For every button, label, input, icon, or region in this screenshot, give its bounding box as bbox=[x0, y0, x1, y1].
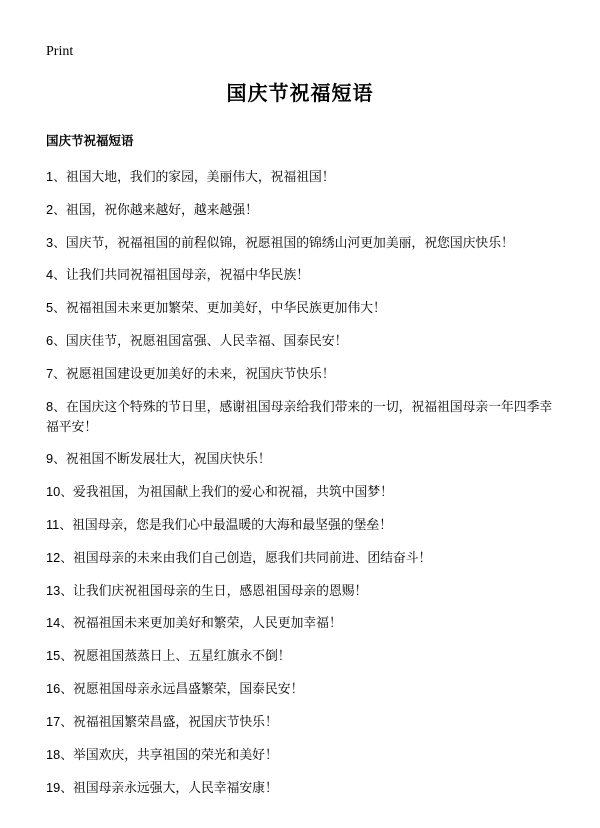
list-item: 14、祝福祖国未来更加美好和繁荣，人民更加幸福！ bbox=[46, 615, 342, 631]
greeting-list bbox=[46, 167, 554, 798]
list-item: 4、让我们共同祝福祖国母亲，祝福中华民族！ bbox=[46, 267, 310, 283]
list-item: 10、爱我祖国，为祖国献上我们的爱心和祝福，共筑中国梦！ bbox=[46, 484, 393, 500]
list-item: 12、祖国母亲的未来由我们自己创造，愿我们共同前进、团结奋斗！ bbox=[46, 549, 432, 565]
list-item: 13、让我们庆祝祖国母亲的生日，感恩祖国母亲的恩赐！ bbox=[46, 582, 368, 598]
list-item: 18、举国欢庆，共享祖国的荣光和美好！ bbox=[46, 746, 278, 762]
list-item: 6、国庆佳节，祝愿祖国富强、人民幸福、国泰民安！ bbox=[46, 333, 348, 349]
list-item: 5、祝福祖国未来更加繁荣、更加美好，中华民族更加伟大！ bbox=[46, 300, 386, 316]
list-item: 3、国庆节，祝福祖国的前程似锦，祝愿祖国的锦绣山河更加美丽，祝您国庆快乐！ bbox=[46, 234, 514, 250]
list-item: 11、祖国母亲，您是我们心中最温暖的大海和最坚强的堡垒！ bbox=[46, 517, 393, 532]
list-item: 9、祝祖国不断发展壮大，祝国庆快乐！ bbox=[46, 451, 271, 467]
page-title: 国庆节祝福短语 bbox=[226, 83, 374, 106]
list-item: 8、在国庆这个特殊的节日里，感谢祖国母亲给我们带来的一切，祝福祖国母亲一年四季幸福平安！ bbox=[46, 398, 553, 434]
list-item: 15、祝愿祖国蒸蒸日上、五星红旗永不倒！ bbox=[46, 648, 291, 664]
list-item: 17、祝福祖国繁荣昌盛，祝国庆节快乐！ bbox=[46, 713, 278, 729]
list-item: 19、祖国母亲永远强大，人民幸福安康！ bbox=[46, 779, 278, 795]
section-heading: 国庆节祝福短语 bbox=[46, 134, 134, 149]
list-item: 7、祝愿祖国建设更加美好的未来，祝国庆节快乐！ bbox=[46, 365, 335, 381]
list-item: 2、祖国，祝你越来越好，越来越强！ bbox=[46, 201, 258, 217]
list-item: 16、祝愿祖国母亲永远昌盛繁荣，国泰民安！ bbox=[46, 681, 304, 697]
list-item: 1、祖国大地，我们的家园，美丽伟大，祝福祖国！ bbox=[46, 168, 335, 184]
print-label[interactable]: Print bbox=[46, 44, 74, 59]
